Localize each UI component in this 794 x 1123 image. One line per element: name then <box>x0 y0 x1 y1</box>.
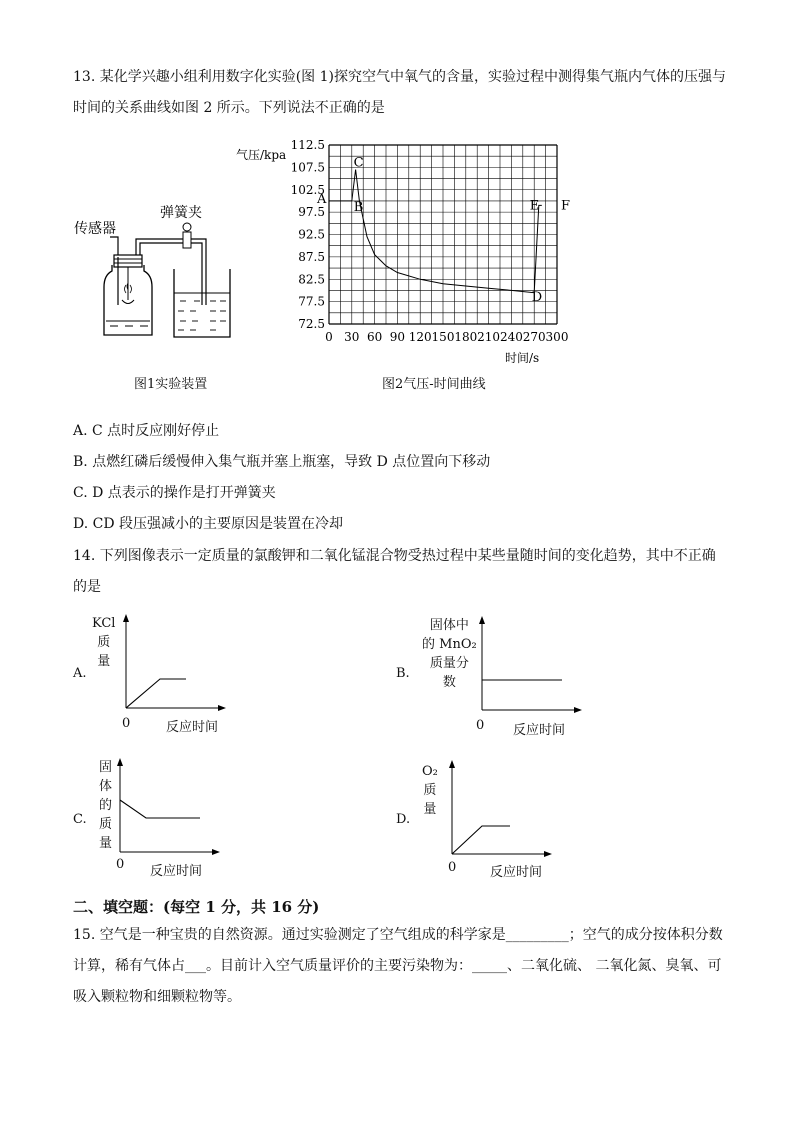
y-tick-label: 72.5 <box>298 317 325 331</box>
graph-b-ylabel-line: 固体中 <box>429 618 469 633</box>
x-tick-label: 240 <box>499 330 523 344</box>
q14-line1: 14. 下列图像表示一定质量的氯酸钾和二氧化锰混合物受热过程中某些量随时间的变化趋势，其中不正确 <box>73 548 716 564</box>
graph-d-ylabel-line: 质 <box>423 783 437 798</box>
q13-line2: 时间的关系曲线如图 2 所示。下列说法不正确的是 <box>73 100 385 116</box>
point-label-a: A <box>317 191 327 207</box>
y-tick-label: 112.5 <box>290 138 325 152</box>
point-label-f: F <box>561 198 571 214</box>
graph-d-ylabel-line: O₂ <box>422 764 438 779</box>
figure2-caption: 图2气压-时间曲线 <box>382 377 486 392</box>
x-tick-label: 270 <box>522 330 546 344</box>
x-tick-label: 30 <box>344 330 360 344</box>
q13-option-b: B. 点燃红磷后缓慢伸入集气瓶并塞上瓶塞，导致 D 点位置向下移动 <box>73 454 491 470</box>
apparatus-figure <box>70 195 250 355</box>
graph-a-xlabel: 反应时间 <box>166 720 219 735</box>
x-tick-label: 150 <box>431 330 455 344</box>
q13-line1: 13. 某化学兴趣小组利用数字化实验(图 1)探究空气中氧气的含量，实验过程中测得集气瓶内气体的压强与 <box>73 69 726 85</box>
graph-c-line <box>120 800 200 818</box>
graph-a-ylabel-line: KCl <box>92 616 116 631</box>
graph-c-ylabel-line: 的 <box>99 798 113 813</box>
y-tick-label: 102.5 <box>290 182 325 197</box>
x-tick-label: 120 <box>408 330 432 344</box>
q13-option-d: D. CD 段压强减小的主要原因是装置在冷却 <box>73 516 344 532</box>
q13-option-c: C. D 点表示的操作是打开弹簧夹 <box>73 485 276 501</box>
x-tick-label: 90 <box>389 330 406 344</box>
y-axis-label: 气压/kpa <box>236 148 287 162</box>
clamp-label: 弹簧夹 <box>160 205 202 221</box>
graph-c-ylabel <box>99 758 112 853</box>
graph-c-ylabel-line: 体 <box>99 779 113 794</box>
graph-d-line <box>452 826 510 854</box>
x-axis-label: 时间/s <box>505 351 540 365</box>
graph-c-xlabel: 反应时间 <box>150 864 203 879</box>
graph-b-ylabel-line: 的 MnO₂ <box>422 637 477 652</box>
q15-line1: 15. 空气是一种宝贵的自然资源。通过实验测定了空气组成的科学家是_________；空气的成分按体积分数 <box>73 927 723 943</box>
q15-line2: 计算，稀有气体占___。目前计入空气质量评价的主要污染物为：_____、二氧化硫、 二氧化氮、臭氧、可 <box>73 958 722 974</box>
graph-c-letter: C. <box>73 812 87 827</box>
y-tick-label: 97.5 <box>298 205 325 220</box>
sensor-label: 传感器 <box>74 221 116 237</box>
graph-c-ylabel-line: 固 <box>99 760 113 775</box>
x-tick-label: 210 <box>477 330 501 344</box>
point-label-d: D <box>531 289 543 305</box>
y-tick-label: 82.5 <box>298 272 325 287</box>
y-tick-label: 107.5 <box>290 160 325 175</box>
y-tick-label: 77.5 <box>298 294 325 309</box>
graph-c-ylabel-line: 量 <box>99 836 113 851</box>
x-tick-label: 60 <box>366 330 383 344</box>
graph-b-letter: B. <box>396 666 410 681</box>
figure1-caption: 图1实验装置 <box>134 377 208 392</box>
graph-c-ylabel-line: 质 <box>99 817 113 832</box>
graph-a-origin: 0 <box>122 716 131 731</box>
x-tick-label: 0 <box>325 330 333 344</box>
graph-a-line <box>126 679 186 708</box>
spring-clamp-icon <box>183 232 191 248</box>
graph-b-xlabel: 反应时间 <box>513 723 566 738</box>
graph-a-ylabel-line: 质 <box>97 635 111 650</box>
point-label-e: E <box>529 198 540 214</box>
graph-d-ylabel <box>422 762 438 819</box>
graph-d-xlabel: 反应时间 <box>490 865 543 880</box>
graph-b <box>474 614 584 714</box>
graph-c <box>112 756 222 856</box>
graph-b-ylabel-line: 质量分 <box>429 656 469 671</box>
chart-grid <box>329 145 557 324</box>
graph-b-ylabel <box>422 616 477 692</box>
pressure-time-chart <box>230 135 580 370</box>
graph-b-origin: 0 <box>476 718 485 733</box>
graph-c-origin: 0 <box>116 857 125 872</box>
y-tick-label: 92.5 <box>298 227 325 242</box>
graph-b-ylabel-line: 数 <box>442 675 456 690</box>
graph-d <box>444 758 554 858</box>
pressure-curve <box>329 170 542 293</box>
q13-option-a: A. C 点时反应刚好停止 <box>73 423 220 439</box>
graph-a-ylabel <box>92 614 115 671</box>
graph-a-letter: A. <box>73 666 87 681</box>
q14-line2: 的是 <box>73 579 101 595</box>
x-tick-label: 180 <box>454 330 478 344</box>
graph-d-letter: D. <box>396 812 411 827</box>
graph-a-ylabel-line: 量 <box>97 654 111 669</box>
graph-d-ylabel-line: 量 <box>423 802 437 817</box>
q15-line3: 吸入颗粒物和细颗粒物等。 <box>73 989 241 1005</box>
graph-d-origin: 0 <box>448 860 457 875</box>
y-tick-label: 87.5 <box>298 249 325 264</box>
graph-a <box>118 612 228 712</box>
section-2-title: 二、填空题：(每空 1 分，共 16 分) <box>73 898 320 916</box>
point-label-c: C <box>353 155 364 171</box>
x-tick-label: 300 <box>545 330 569 344</box>
point-label-b: B <box>353 199 364 215</box>
